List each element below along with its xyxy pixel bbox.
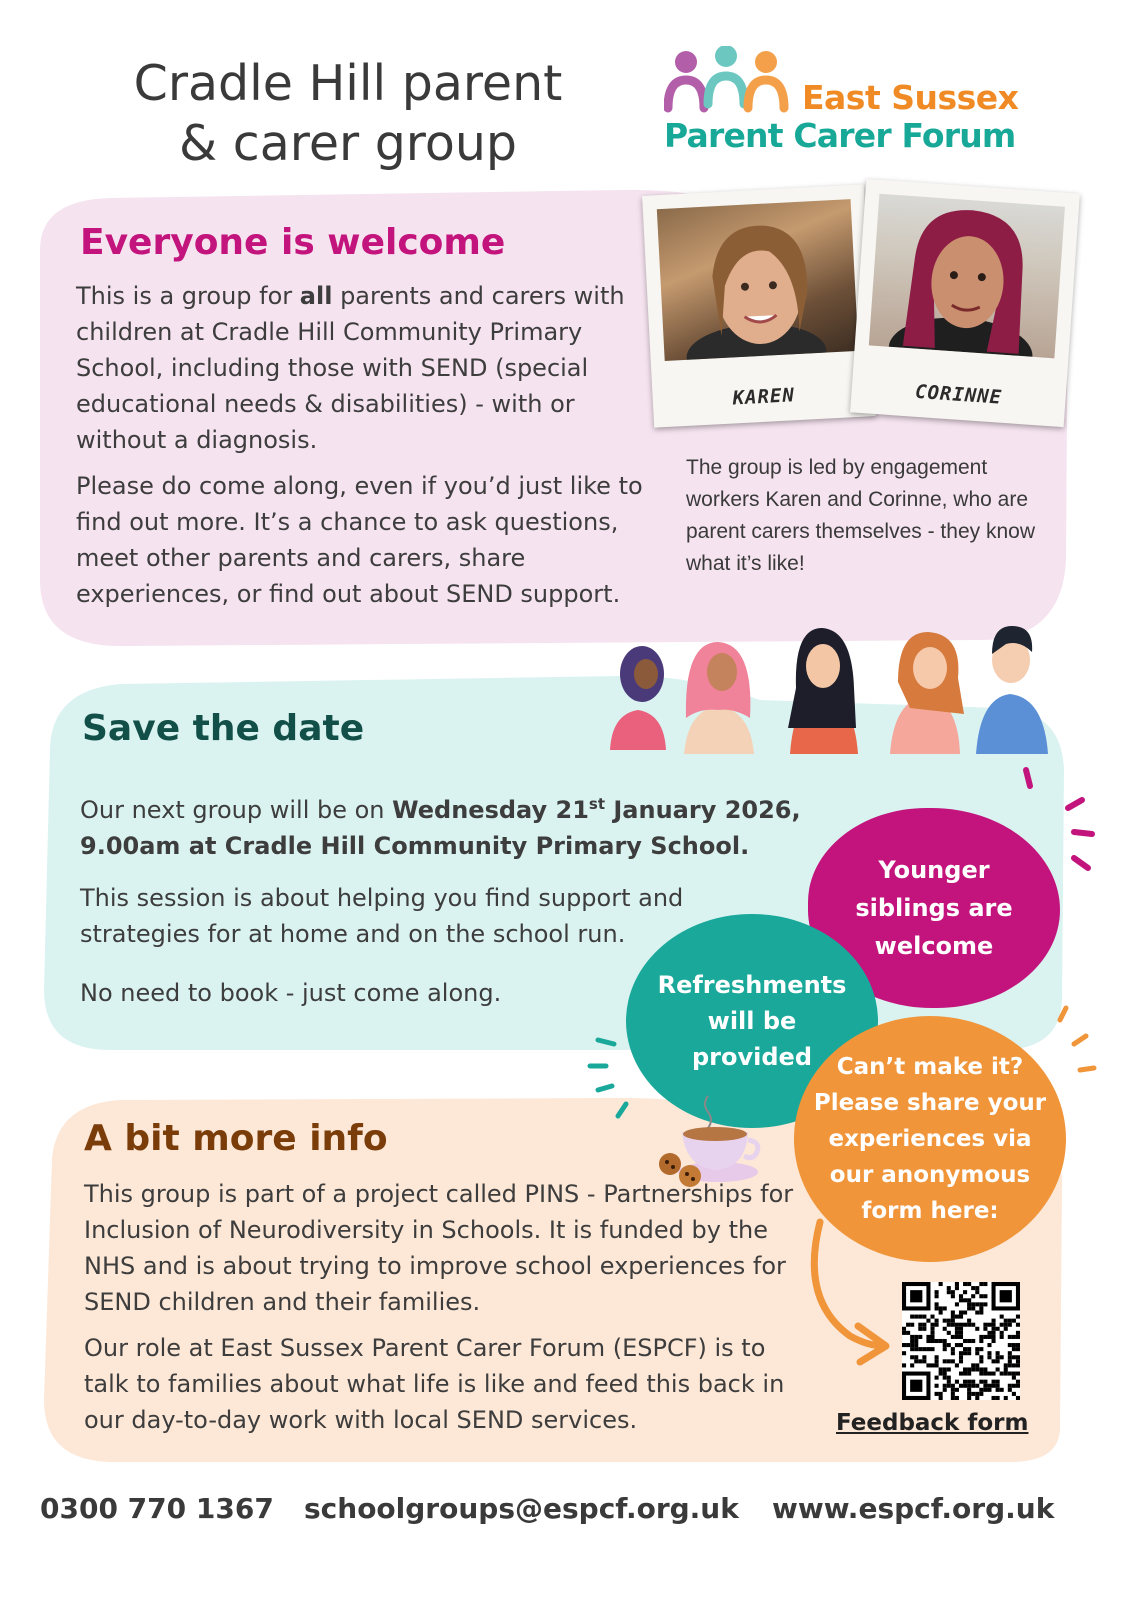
footer-phone[interactable]: 0300 770 1367 <box>40 1492 274 1525</box>
footer-email[interactable]: schoolgroups@espcf.org.uk <box>304 1492 739 1525</box>
more-info-heading: A bit more info <box>84 1118 388 1159</box>
logo-text-east-sussex: East Sussex <box>802 78 1019 117</box>
welcome-heading: Everyone is welcome <box>80 222 506 263</box>
save-the-date-heading: Save the date <box>82 708 365 749</box>
date-p1-suffix: st <box>588 795 606 813</box>
corinne-face-icon <box>869 194 1065 359</box>
leaders-description: The group is led by engagement workers Karen and Corinne, who are parent carers themselves - they know what it’s like! <box>686 456 1035 575</box>
karen-face-icon <box>657 199 859 361</box>
younger-siblings-text: Younger siblings are welcome <box>855 856 1013 960</box>
welcome-paragraph-2: Please do come along, even if you’d just like to find out more. It’s a chance to ask questions, meet other parents and carers, share experiences, or find out about SEND support. <box>76 472 643 608</box>
date-p1-start: Our next group will be on <box>80 796 393 824</box>
karen-portrait <box>657 199 859 361</box>
corinne-portrait <box>869 194 1065 359</box>
info-paragraph-2: Our role at East Sussex Parent Carer Forum (ESPCF) is to talk to families about what life is like and feed this back in our day-to-day work with local SEND services. <box>84 1334 785 1434</box>
date-p1-day: Wednesday 21 <box>392 796 589 824</box>
photo-karen <box>642 184 876 427</box>
welcome-paragraph-1 <box>76 278 636 458</box>
feedback-form-link[interactable]: Feedback form <box>836 1410 1029 1436</box>
footer-website[interactable]: www.espcf.org.uk <box>772 1492 1055 1525</box>
karen-caption: KAREN <box>732 384 796 410</box>
photo-corinne <box>850 179 1080 427</box>
date-paragraph-1 <box>80 786 840 864</box>
date-paragraph-2: This session is about helping you find support and strategies for at home and on the school run. <box>80 884 684 948</box>
title-line-2: & carer group <box>179 115 517 172</box>
cant-make-it-text: Can’t make it? Please share your experiences via our anonymous form here: <box>813 1054 1047 1224</box>
corinne-caption: CORINNE <box>914 380 1003 409</box>
logo-text-parent-carer-forum: Parent Carer Forum <box>664 116 1016 155</box>
qr-code-icon <box>902 1282 1020 1400</box>
info-paragraph-1: This group is part of a project called PINS - Partnerships for Inclusion of Neurodiversity in Schools. It is funded by the NHS and is about trying to improve school experiences for SEND children and their families. <box>84 1180 794 1316</box>
tea-cup-and-cookies-icon <box>656 1090 766 1190</box>
refreshments-text: Refreshments will be provided <box>657 971 847 1071</box>
title-line-1: Cradle Hill parent <box>133 55 563 112</box>
welcome-p1-start: This is a group for <box>76 282 300 310</box>
group-of-parents-illustration <box>608 618 1058 758</box>
date-paragraph-3: No need to book - just come along. <box>80 979 502 1007</box>
welcome-p1-emphasis: all <box>299 282 333 310</box>
welcome-p1-end: parents and carers with children at Cradle Hill Community Primary School, including those with SEND (special educational needs & disabilities) - with or without a diagnosis. <box>76 282 625 454</box>
date-p1-rest: January 2026, 9.00am at Cradle Hill Community Primary School. <box>80 796 801 860</box>
cant-make-it-bubble <box>794 1016 1066 1262</box>
feedback-qr-code[interactable] <box>902 1282 1020 1400</box>
